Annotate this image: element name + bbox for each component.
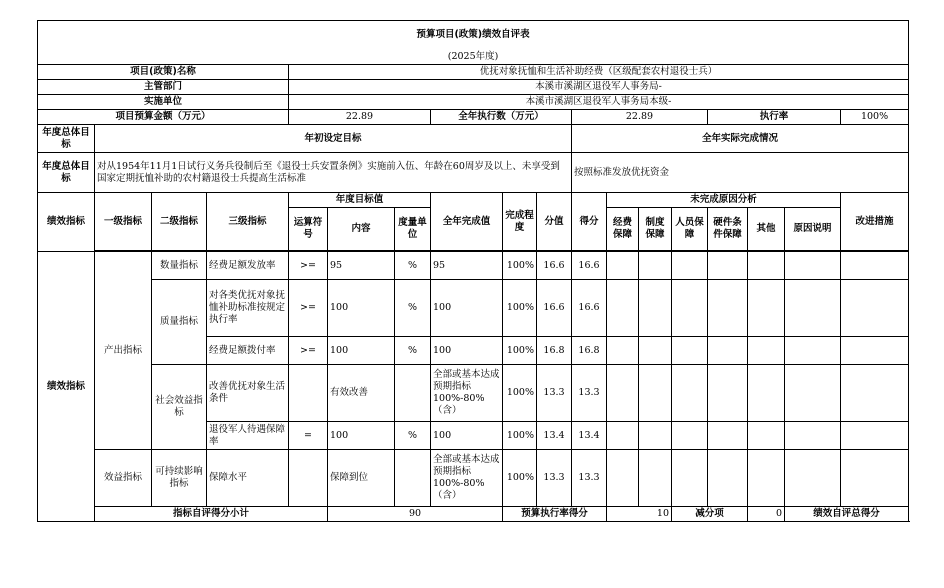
unit-header: 度量单位 [395, 208, 431, 251]
level3-cell: 经费足额发放率 [207, 252, 289, 280]
exec-amount-label: 全年执行数（万元） [431, 110, 572, 125]
degree-cell: 100% [503, 337, 537, 365]
deduct-value: 0 [748, 507, 785, 522]
quality-indicator: 质量指标 [152, 280, 207, 365]
impl-unit-label: 实施单位 [38, 95, 289, 110]
initial-goal-header: 年初设定目标 [95, 125, 572, 153]
operator-cell: = [289, 422, 328, 450]
content-cell: 保障到位 [328, 450, 395, 507]
operator-cell [289, 365, 328, 422]
operator-cell [289, 450, 328, 507]
score-cell: 16.6 [537, 252, 572, 280]
level1-header: 一级指标 [95, 193, 152, 251]
benefit-indicator-2: 效益指标 [95, 450, 152, 507]
impl-unit-value: 本溪市溪湖区退役军人事务局本级- [289, 95, 909, 110]
done-cell: 95 [431, 252, 503, 280]
level3-header: 三级指标 [207, 193, 289, 251]
reason-analysis-header: 未完成原因分析 [607, 193, 841, 208]
level3-cell: 经费足额拨付率 [207, 337, 289, 365]
reason-desc-header: 原因说明 [785, 208, 841, 251]
level3-cell: 对各类优抚对象抚恤补助标准按规定执行率 [207, 280, 289, 337]
degree-cell: 100% [503, 280, 537, 337]
content-cell: 100 [328, 337, 395, 365]
level3-cell: 退役军人待遇保障率 [207, 422, 289, 450]
score-cell: 13.3 [537, 365, 572, 422]
sustainable-impact-indicator: 可持续影响指标 [152, 450, 207, 507]
operator-header: 运算符号 [289, 208, 328, 251]
content-cell: 100 [328, 280, 395, 337]
reason-funding-header: 经费保障 [607, 208, 639, 251]
subtotal-value: 90 [328, 507, 503, 522]
perf-indicator-label: 绩效指标 [38, 193, 95, 252]
fiscal-year: (2025年度) [38, 50, 909, 65]
level3-cell: 改善优抚对象生活条件 [207, 365, 289, 422]
got-cell: 16.6 [572, 252, 607, 280]
degree-cell: 100% [503, 422, 537, 450]
project-name-label: 项目(政策)名称 [38, 65, 289, 80]
reason-system-header: 制度保障 [639, 208, 672, 251]
table-row [38, 280, 909, 337]
degree-cell: 100% [503, 450, 537, 507]
done-cell: 100 [431, 337, 503, 365]
deduct-label: 减分项 [672, 507, 748, 522]
reason-other-header: 其他 [748, 208, 785, 251]
overall-goal-label: 年度总体目标 [38, 153, 95, 193]
got-cell: 13.3 [572, 365, 607, 422]
operator-cell: >= [289, 280, 328, 337]
unit-cell [395, 450, 431, 507]
subtotal-label: 指标自评得分小计 [95, 507, 328, 522]
reason-staff-header: 人员保障 [672, 208, 708, 251]
table-row [38, 365, 909, 422]
got-cell: 13.4 [572, 422, 607, 450]
initial-goal-text: 对从1954年11月1日试行义务兵役制后至《退役士兵安置条例》实施前入伍、年龄在60周岁及以上、未享受到国家定期抚恤补助的农村籍退役士兵提高生活标准 [95, 153, 572, 193]
level3-cell: 保障水平 [207, 450, 289, 507]
annual-target-header: 年度目标值 [289, 193, 431, 208]
total-score-label: 绩效自评总得分 [785, 507, 909, 522]
got-cell: 16.6 [572, 280, 607, 337]
unit-cell: % [395, 422, 431, 450]
project-name-value: 优抚对象抚恤和生活补助经费（区级配套农村退役士兵） [289, 65, 909, 80]
operator-cell: >= [289, 337, 328, 365]
done-cell: 全部或基本达成预期指标100%-80%（含） [431, 450, 503, 507]
score-cell: 16.6 [537, 280, 572, 337]
content-cell: 95 [328, 252, 395, 280]
perf-indicator-label: 绩效指标 [38, 252, 95, 522]
score-header: 分值 [537, 193, 572, 251]
budget-amount-value: 22.89 [289, 110, 431, 125]
got-score-header: 得分 [572, 193, 607, 251]
unit-cell: % [395, 337, 431, 365]
dept-value: 本溪市溪湖区退役军人事务局- [289, 80, 909, 95]
output-indicator: 产出指标 [95, 252, 152, 450]
exec-rate-value: 100% [841, 110, 909, 125]
operator-cell: >= [289, 252, 328, 280]
full-year-value-header: 全年完成值 [431, 193, 503, 251]
unit-cell: % [395, 252, 431, 280]
done-cell: 全部或基本达成预期指标100%-80%（含） [431, 365, 503, 422]
table-row [38, 450, 909, 507]
reason-hardware-header: 硬件条件保障 [708, 208, 748, 251]
budget-amount-label: 项目预算金额（万元） [38, 110, 289, 125]
content-header: 内容 [328, 208, 395, 251]
unit-cell [395, 365, 431, 422]
table-row [38, 252, 909, 280]
page-title: 预算项目(政策)绩效自评表 [38, 21, 909, 50]
done-cell: 100 [431, 422, 503, 450]
unit-cell: % [395, 280, 431, 337]
degree-cell: 100% [503, 252, 537, 280]
degree-header: 完成程度 [503, 193, 537, 251]
content-cell: 100 [328, 422, 395, 450]
improve-header: 改进措施 [841, 193, 909, 251]
budget-score-value: 10 [607, 507, 672, 522]
budget-score-label: 预算执行率得分 [503, 507, 607, 522]
degree-cell: 100% [503, 365, 537, 422]
level2-header: 二级指标 [152, 193, 207, 251]
exec-amount-value: 22.89 [572, 110, 708, 125]
actual-completion-text: 按照标准发放优抚资金 [572, 153, 909, 193]
content-cell: 有效改善 [328, 365, 395, 422]
overall-goal-label: 年度总体目标 [38, 125, 95, 153]
done-cell: 100 [431, 280, 503, 337]
score-cell: 16.8 [537, 337, 572, 365]
dept-label: 主管部门 [38, 80, 289, 95]
got-cell: 16.8 [572, 337, 607, 365]
score-cell: 13.4 [537, 422, 572, 450]
performance-self-evaluation-table [37, 20, 909, 522]
score-cell: 13.3 [537, 450, 572, 507]
actual-completion-header: 全年实际完成情况 [572, 125, 909, 153]
social-benefit-indicator: 社会效益指标 [152, 365, 207, 450]
got-cell: 13.3 [572, 450, 607, 507]
exec-rate-label: 执行率 [708, 110, 841, 125]
quantity-indicator: 数量指标 [152, 252, 207, 280]
